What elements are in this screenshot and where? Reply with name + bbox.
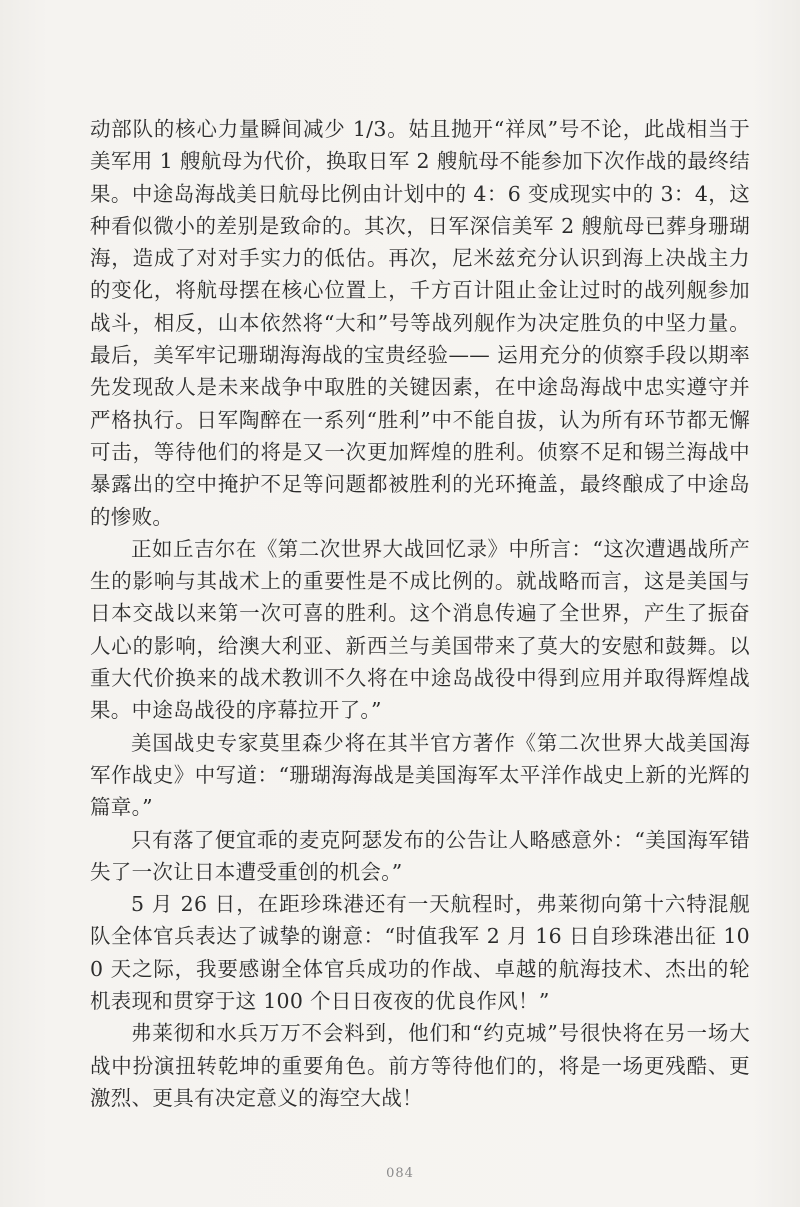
paragraph-6: 弗莱彻和水兵万万不会料到，他们和“约克城”号很快将在另一场大战中扮演扭转乾坤的重要角色。前方等待他们的，将是一场更残酷、更激烈、更具有决定意义的海空大战！ (90, 1021, 750, 1110)
page-number: 084 (386, 1166, 414, 1181)
paragraph-4: 只有落了便宜乖的麦克阿瑟发布的公告让人略感意外：“美国海军错失了一次让日本遭受重创的机会。” (90, 827, 750, 884)
paragraph-1: 动部队的核心力量瞬间减少 1/3。姑且抛开“祥凤”号不论，此战相当于美军用 1 艘航母为代价，换取日军 2 艘航母不能参加下次作战的最终结果。中途岛海战美日航母比例由计划中的 4：6 变成现实中的 3：4，这种看似微小的差别是致命的。其次，日军深信美军 2 艘航母已葬身珊瑚海，造成了对对手实力的低估。再次，尼米兹充分认识到海上决战主力的变化，将航母摆在核心位置上，千方百计阻止金让过时的战列舰参加战斗，相反，山本依然将“大和”号等战列舰作为决定胜负的中坚力量。最后，美军牢记珊瑚海海战的宝贵经验—— 运用充分的侦察手段以期率先发现敌人是未来战争中取胜的关键因素，在中途岛海战中忠实遵守并严格执行。日军陶醉在一系列“胜利”中不能自拔，认为所有环节都无懈可击，等待他们的将是又一次更加辉煌的胜利。侦察不足和锡兰海战中暴露出的空中掩护不足等问题都被胜利的光环掩盖，最终酿成了中途岛的惨败。 (90, 117, 750, 529)
body-text (90, 113, 750, 1114)
paragraph-5: 5 月 26 日，在距珍珠港还有一天航程时，弗莱彻向第十六特混舰队全体官兵表达了诚挚的谢意：“时值我军 2 月 16 日自珍珠港出征 100 天之际，我要感谢全体官兵成功的作战、卓越的航海技术、杰出的轮机表现和贯穿于这 100 个日日夜夜的优良作风！” (90, 892, 750, 1014)
paragraph-2: 正如丘吉尔在《第二次世界大战回忆录》中所言：“这次遭遇战所产生的影响与其战术上的重要性是不成比例的。就战略而言，这是美国与日本交战以来第一次可喜的胜利。这个消息传遍了全世界，产生了振奋人心的影响，给澳大利亚、新西兰与美国带来了莫大的安慰和鼓舞。以重大代价换来的战术教训不久将在中途岛战役中得到应用并取得辉煌战果。中途岛战役的序幕拉开了。” (90, 536, 750, 723)
paragraph-3: 美国战史专家莫里森少将在其半官方著作《第二次世界大战美国海军作战史》中写道：“珊瑚海海战是美国海军太平洋作战史上新的光辉的篇章。” (90, 730, 750, 820)
